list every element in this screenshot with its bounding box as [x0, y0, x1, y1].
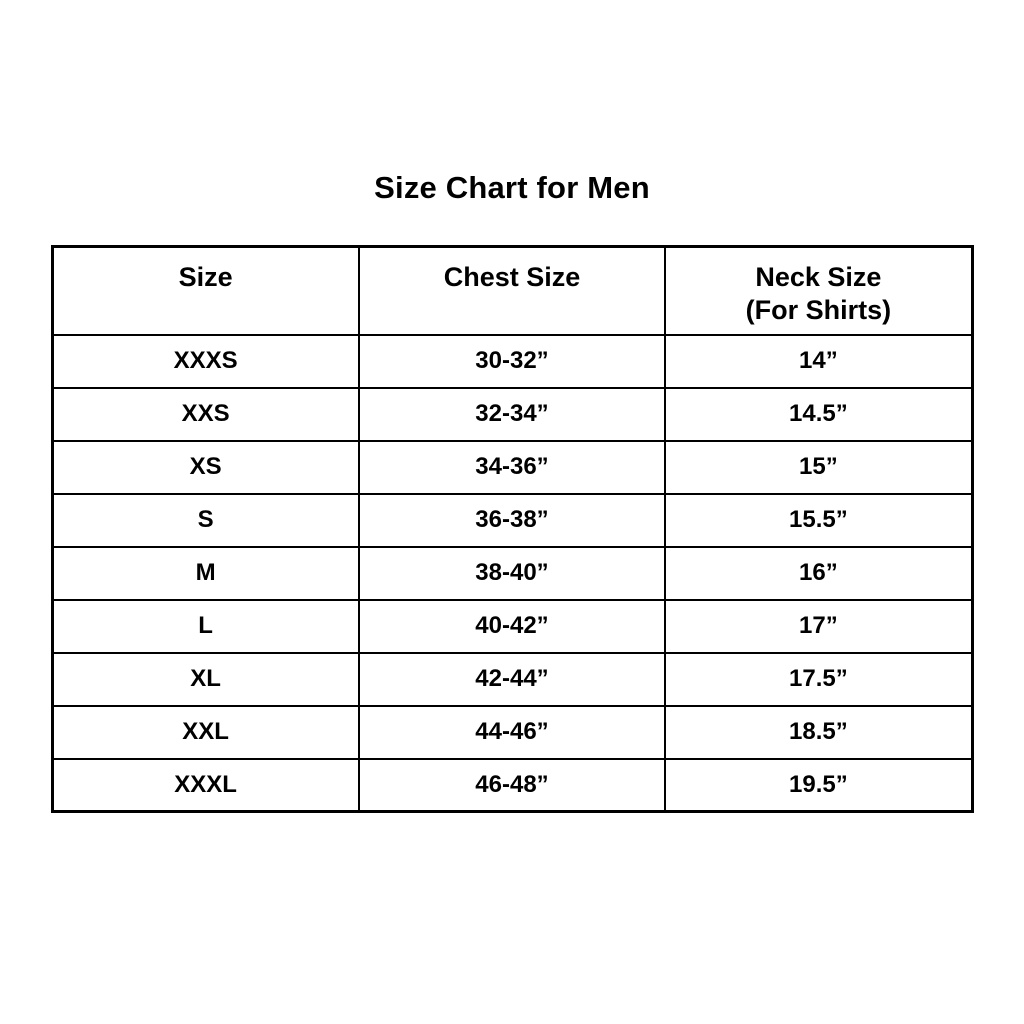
table-body [52, 335, 972, 812]
cell-chest: 32-34” [359, 388, 666, 441]
table-row [52, 335, 972, 388]
cell-chest: 44-46” [359, 706, 666, 759]
table-row [52, 388, 972, 441]
cell-chest: 38-40” [359, 547, 666, 600]
cell-size: S [52, 494, 359, 547]
cell-size: XXXL [52, 759, 359, 812]
cell-neck: 17” [665, 600, 972, 653]
cell-chest: 40-42” [359, 600, 666, 653]
cell-size: XXL [52, 706, 359, 759]
column-header-chest-size [359, 247, 666, 335]
table-row [52, 706, 972, 759]
size-chart-table [51, 245, 974, 813]
cell-neck: 15” [665, 441, 972, 494]
column-header-size-label: Size [178, 262, 233, 292]
cell-neck: 17.5” [665, 653, 972, 706]
cell-neck: 15.5” [665, 494, 972, 547]
cell-size: XXXS [52, 335, 359, 388]
column-header-neck-size-label: Neck Size [755, 262, 882, 292]
table-row [52, 547, 972, 600]
cell-neck: 14.5” [665, 388, 972, 441]
cell-neck: 14” [665, 335, 972, 388]
column-header-size [52, 247, 359, 335]
column-header-neck-size [665, 247, 972, 335]
cell-size: XS [52, 441, 359, 494]
column-header-neck-size-sublabel: (For Shirts) [745, 295, 892, 325]
header-row [52, 247, 972, 335]
table-row [52, 494, 972, 547]
table-row [52, 759, 972, 812]
cell-chest: 36-38” [359, 494, 666, 547]
table-row [52, 600, 972, 653]
cell-neck: 16” [665, 547, 972, 600]
cell-chest: 46-48” [359, 759, 666, 812]
cell-size: M [52, 547, 359, 600]
table-header [52, 247, 972, 335]
cell-chest: 42-44” [359, 653, 666, 706]
cell-size: L [52, 600, 359, 653]
cell-size: XL [52, 653, 359, 706]
column-header-chest-size-label: Chest Size [443, 262, 581, 292]
cell-size: XXS [52, 388, 359, 441]
cell-neck: 18.5” [665, 706, 972, 759]
page-title: Size Chart for Men [374, 170, 650, 205]
table-row [52, 441, 972, 494]
cell-chest: 34-36” [359, 441, 666, 494]
table-row [52, 653, 972, 706]
cell-neck: 19.5” [665, 759, 972, 812]
cell-chest: 30-32” [359, 335, 666, 388]
